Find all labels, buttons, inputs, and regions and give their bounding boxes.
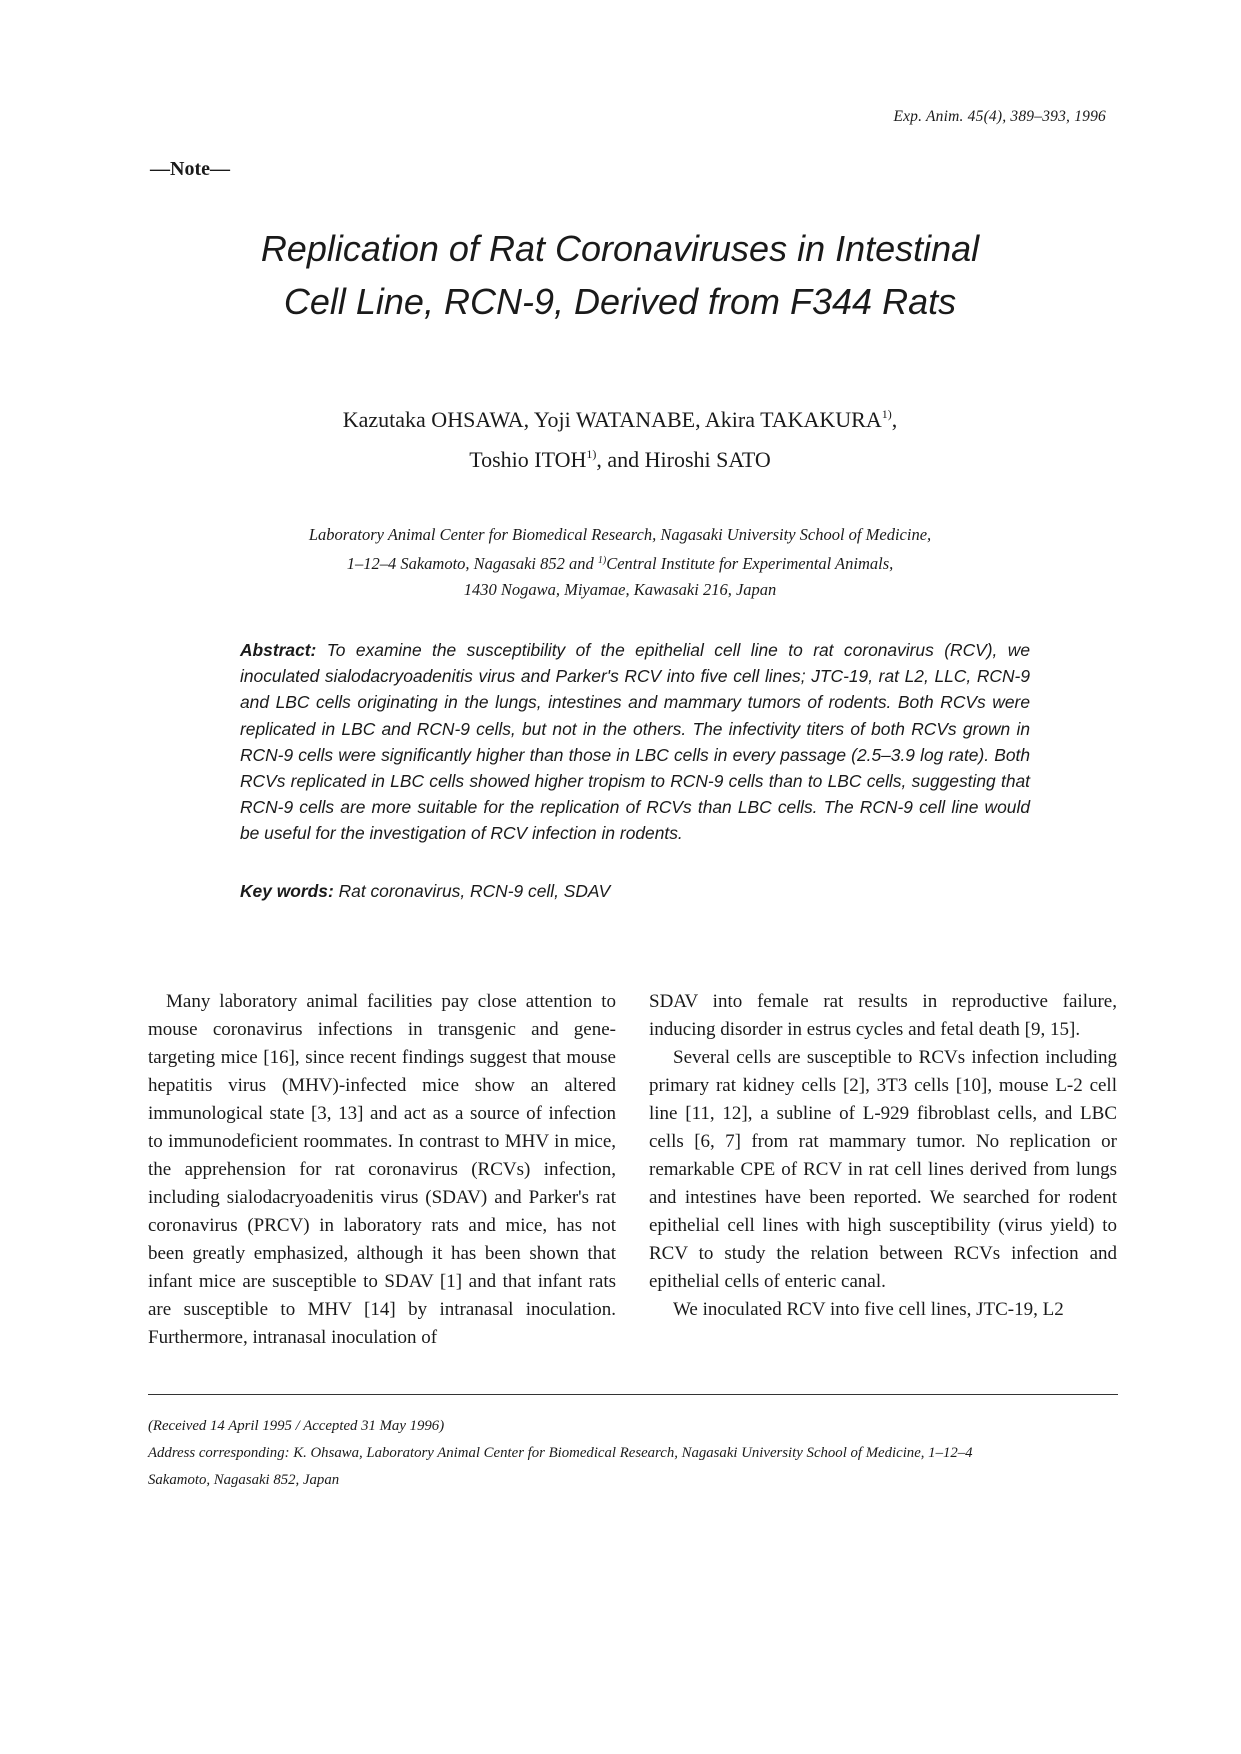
body-column-right <box>649 988 1117 1324</box>
keywords-label: Key words: <box>240 881 334 901</box>
article-title <box>150 222 1090 328</box>
journal-citation: Exp. Anim. 45(4), 389–393, 1996 <box>893 108 1106 125</box>
author-list <box>150 397 1090 477</box>
authors-line-1: Kazutaka OHSAWA, Yoji WATANABE, Akira TAKAKURA <box>342 407 882 432</box>
received-dates: (Received 14 April 1995 / Accepted 31 May 1996) <box>148 1418 445 1434</box>
footnotes <box>148 1413 1118 1494</box>
authors-line-2-a: Toshio ITOH <box>469 447 587 472</box>
body-column-left <box>148 988 616 1352</box>
authors-line-1-end: , <box>891 407 898 432</box>
affiliation-marker: 1) <box>881 407 892 421</box>
affiliation-line-2-b: Central Institute for Experimental Animals, <box>606 554 894 573</box>
affiliation-marker: 1) <box>597 555 607 566</box>
abstract <box>240 637 1030 847</box>
correspondence-address-line-1: Address corresponding: K. Ohsawa, Laboratory Animal Center for Biomedical Research, Nagasaki University School of Medicine, 1–12–4 <box>148 1445 973 1461</box>
title-line-1: Replication of Rat Coronaviruses in Intestinal <box>260 228 980 269</box>
correspondence-address-line-2: Sakamoto, Nagasaki 852, Japan <box>148 1472 340 1488</box>
abstract-label: Abstract: <box>240 640 317 660</box>
body-paragraph: SDAV into female rat results in reproductive failure, inducing disorder in estrus cycles and fetal death [9, 15]. <box>649 991 1117 1040</box>
title-line-2: Cell Line, RCN-9, Derived from F344 Rats <box>283 281 957 322</box>
section-label: —Note— <box>150 158 230 180</box>
body-paragraph: We inoculated RCV into five cell lines, JTC-19, L2 <box>673 1299 1064 1320</box>
body-paragraph: Many laboratory animal facilities pay close attention to mouse coronavirus infections in transgenic and gene-targeting mice [16], since recent findings suggest that mouse hepatitis virus (MHV)-infected mice show an altered immunological state [3, 13] and act as a source of infection to immunodeficient roommates. In contrast to MHV in mice, the apprehension for rat coronavirus (RCVs) infection, including sialodacryoadenitis virus (SDAV) and Parker's rat coronavirus (PRCV) in laboratory rats and mice, has not been greatly emphasized, although it has been shown that infant mice are susceptible to SDAV [1] and that infant rats are susceptible to MHV [14] by intranasal inoculation. Furthermore, intranasal inoculation of <box>148 991 616 1348</box>
affiliation-line-2-a: 1–12–4 Sakamoto, Nagasaki 852 and <box>346 554 598 573</box>
keywords <box>240 881 1030 902</box>
affiliation-marker: 1) <box>586 447 597 461</box>
abstract-text: To examine the susceptibility of the epithelial cell line to rat coronavirus (RCV), we inoculated sialodacryoadenitis virus and Parker's RCV into five cell lines; JTC-19, rat L2, LLC, RCN-9 and LBC cells originating in the lungs, intestines and mammary tumors of rodents. Both RCVs were replicated in LBC and RCN-9 cells, but not in the others. The infectivity titers of both RCVs grown in RCN-9 cells were significantly higher than those in LBC cells in every passage (2.5–3.9 log rate). Both RCVs replicated in LBC cells showed higher tropism to RCN-9 cells than to LBC cells, suggesting that RCN-9 cells are more suitable for the replication of RCVs than LBC cells. The RCN-9 cell line would be useful for the investigation of RCV infection in rodents. <box>240 640 1031 844</box>
body-paragraph: Several cells are susceptible to RCVs infection including primary rat kidney cells [2], 3T3 cells [10], mouse L-2 cell line [11, 12], a subline of L-929 fibroblast cells, and LBC cells [6, 7] from rat mammary tumor. No replication or remarkable CPE of RCV in rat cell lines derived from lungs and intestines have been reported. We searched for rodent epithelial cell lines with high susceptibility (virus yield) to RCV to study the relation between RCVs infection and epithelial cells of enteric canal. <box>649 1047 1117 1292</box>
affiliation-line-1: Laboratory Animal Center for Biomedical Research, Nagasaki University School of Medicine, <box>308 525 932 544</box>
affiliation <box>150 522 1090 603</box>
authors-line-2-b: , and Hiroshi SATO <box>596 447 771 472</box>
keywords-text: Rat coronavirus, RCN-9 cell, SDAV <box>338 881 611 901</box>
footnote-divider <box>148 1394 1118 1395</box>
affiliation-line-3: 1430 Nogawa, Miyamae, Kawasaki 216, Japan <box>463 580 777 599</box>
